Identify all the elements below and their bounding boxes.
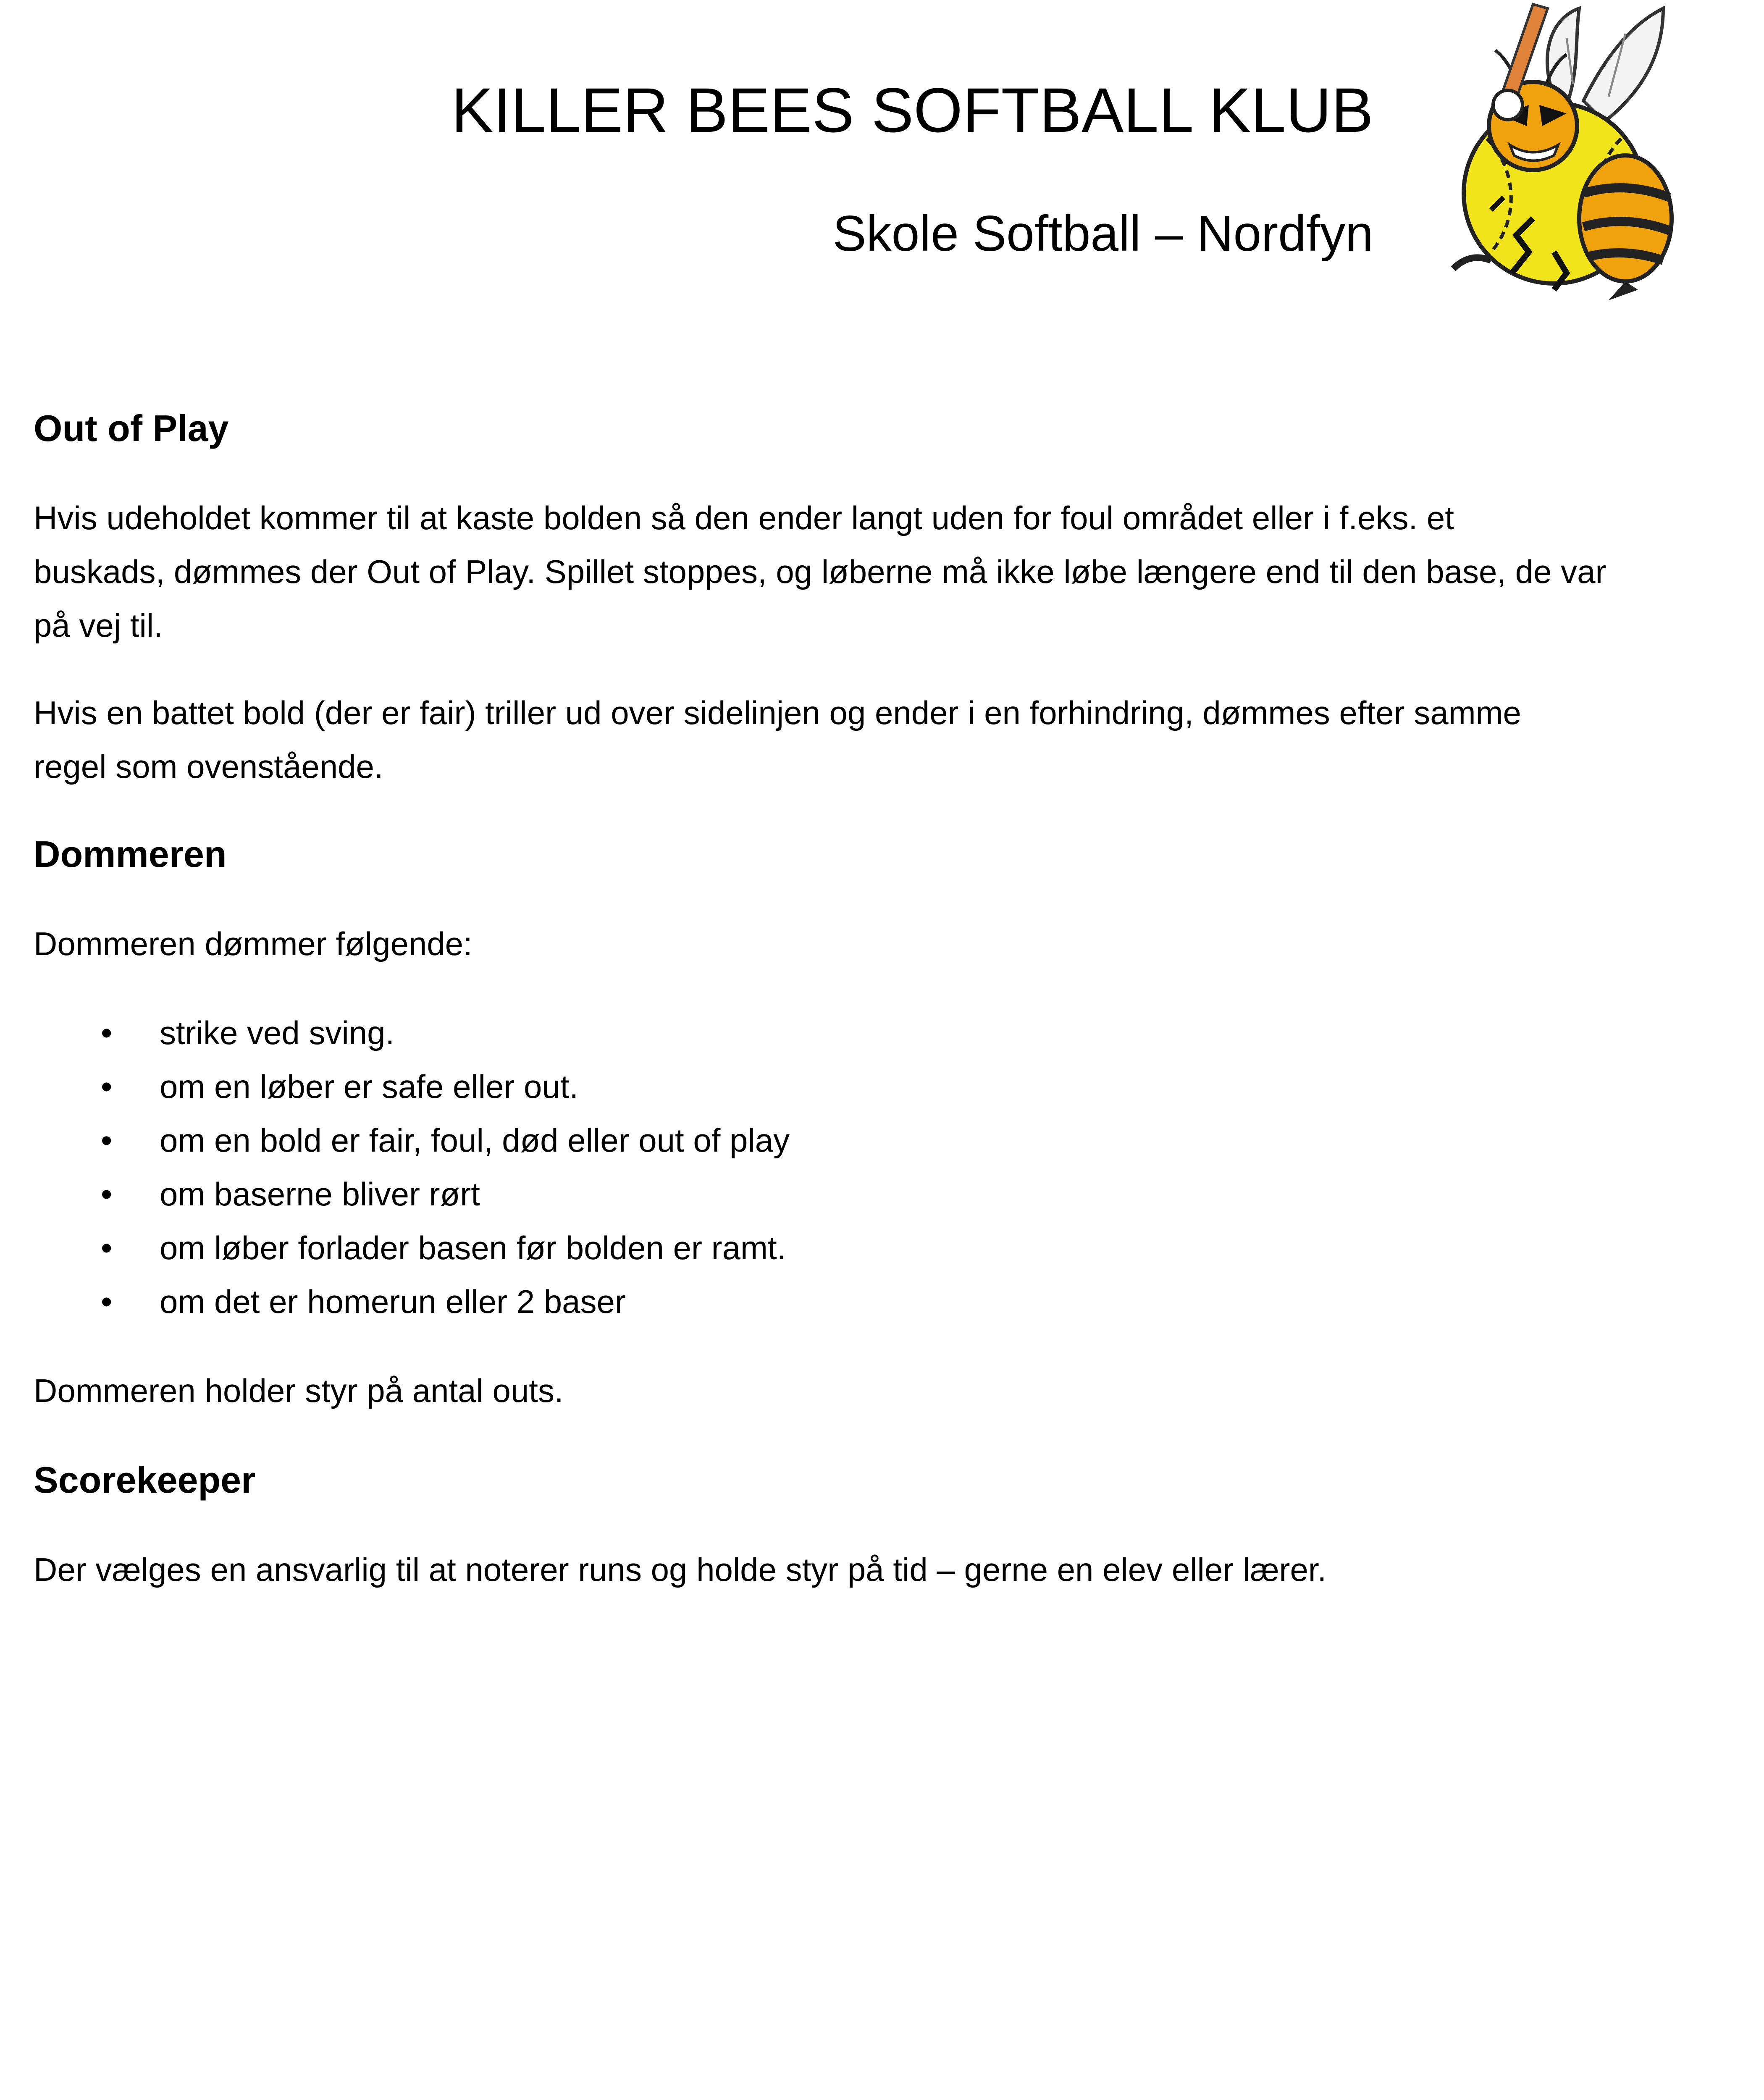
document-subtitle: Skole Softball – Nordfyn [832, 205, 1373, 262]
text-line: Hvis en battet bold (der er fair) triller ud over sidelinjen og ender i en forhindring, dømmes efter samme [34, 694, 1521, 731]
bullet-icon: • [101, 1068, 113, 1105]
list-item-text: om baserne bliver rørt [160, 1176, 480, 1213]
text-line: Hvis udeholdet kommer til at kaste bolden så den ender langt uden for foul området eller i f.eks. et [34, 499, 1454, 536]
list-item [34, 1221, 1714, 1275]
list-item-text: om det er homerun eller 2 baser [160, 1283, 626, 1320]
document-body [34, 401, 1714, 1596]
text-line: regel som ovenstående. [34, 748, 383, 785]
list-item [34, 1006, 1714, 1060]
text-line: på vej til. [34, 607, 163, 644]
paragraph-dommeren-outro: Dommeren holder styr på antal outs. [34, 1372, 564, 1409]
list-item [34, 1167, 1714, 1221]
paragraph-dommeren-intro: Dommeren dømmer følgende: [34, 925, 472, 962]
section-heading-dommeren: Dommeren [34, 833, 227, 875]
bullet-icon: • [101, 1229, 113, 1266]
list-item-text: strike ved sving. [160, 1014, 395, 1051]
bullet-icon: • [101, 1283, 113, 1320]
bullet-icon: • [101, 1014, 113, 1051]
section-heading-scorekeeper: Scorekeeper [34, 1459, 256, 1501]
list-item [34, 1113, 1714, 1167]
text-line: buskads, dømmes der Out of Play. Spillet stoppes, og løberne må ikke løbe længere end til den base, de var [34, 553, 1606, 590]
list-item-text: om en bold er fair, foul, død eller out of play [160, 1122, 790, 1159]
killer-bee-mascot-icon [1428, 0, 1680, 302]
list-item-text: om en løber er safe eller out. [160, 1068, 579, 1105]
section-heading-out-of-play: Out of Play [34, 407, 229, 449]
paragraph-out-of-play-2 [34, 686, 1714, 793]
paragraph-scorekeeper: Der vælges en ansvarlig til at noterer runs og holde styr på tid – gerne en elev eller lærer. [34, 1551, 1327, 1588]
dommeren-list [34, 1006, 1714, 1328]
document-title: KILLER BEES SOFTBALL KLUB [451, 75, 1373, 145]
list-item [34, 1275, 1714, 1328]
list-item-text: om løber forlader basen før bolden er ramt. [160, 1229, 786, 1266]
list-item [34, 1060, 1714, 1113]
bullet-icon: • [101, 1176, 113, 1213]
paragraph-out-of-play-1 [34, 491, 1714, 652]
bullet-icon: • [101, 1122, 113, 1159]
